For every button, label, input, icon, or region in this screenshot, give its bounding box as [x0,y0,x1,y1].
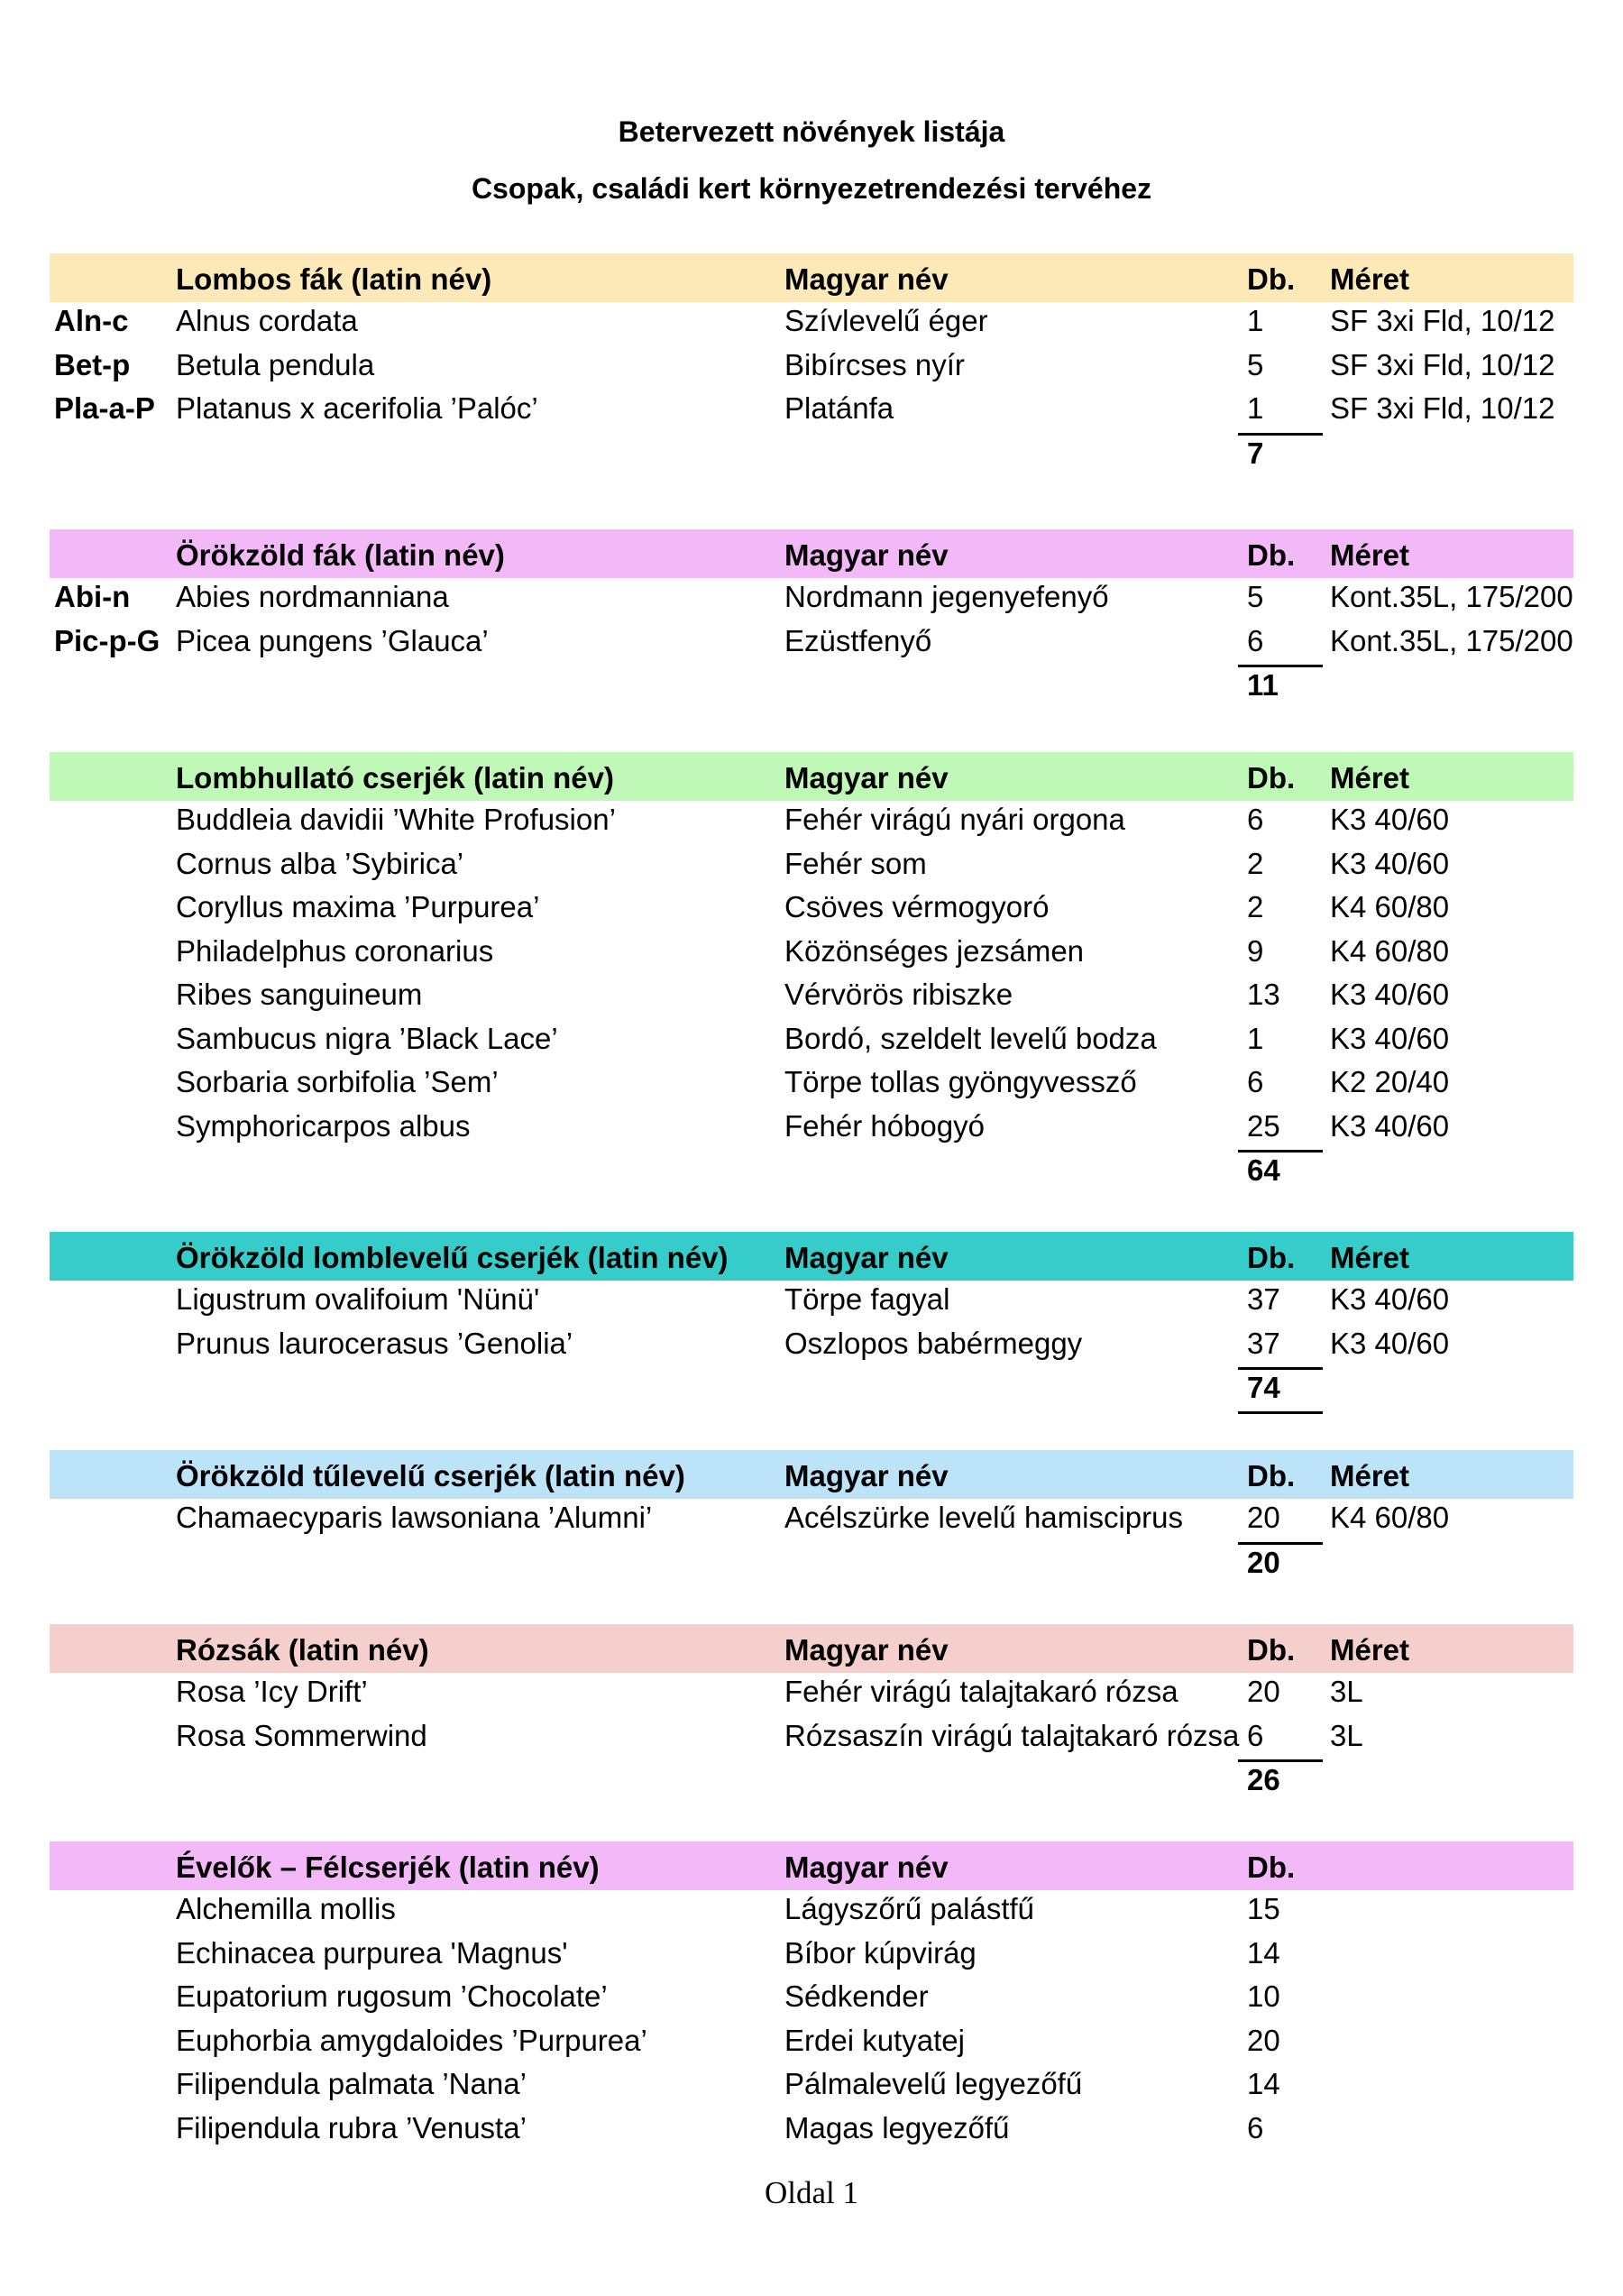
page-title: Betervezett növények listája [618,115,1005,148]
section-total: 26 [1247,1763,1280,1796]
section-total: 74 [1247,1371,1280,1404]
hungarian-name: Platánfa [784,391,894,425]
quantity: 13 [1247,978,1280,1011]
table-row [50,1673,1573,1717]
hungarian-name: Fehér som [784,846,927,880]
column-header-hungarian: Magyar név [784,761,949,794]
table-row [50,888,1573,932]
quantity: 14 [1247,2067,1280,2100]
table-row [50,801,1573,845]
table-row [50,346,1573,390]
hungarian-name: Rózsaszín virágú talajtakaró rózsa [784,1718,1240,1752]
plant-code: Pic-p-G [54,623,160,657]
page-subtitle: Csopak, családi kert környezetrendezési tervéhez [471,172,1152,205]
table-row [50,1325,1573,1369]
hungarian-name: Bíbor kúpvirág [784,1935,977,1970]
section-orokzold_lomblevelu [50,1232,1573,1404]
size: K2 20/40 [1330,1065,1450,1098]
latin-name: Echinacea purpurea 'Magnus' [176,1935,568,1970]
quantity: 9 [1247,933,1264,968]
column-header-hungarian: Magyar név [784,1633,949,1667]
quantity: 37 [1247,1282,1280,1316]
size: K3 40/60 [1330,978,1450,1011]
table-row [50,2109,1573,2154]
column-header-hungarian: Magyar név [784,1459,949,1492]
table-row [50,845,1573,889]
quantity: 2 [1247,846,1264,880]
column-header-size: Méret [1330,262,1410,296]
latin-name: Filipendula rubra ’Venusta’ [176,2110,527,2144]
section-evelok [50,1841,1573,2153]
latin-name: Rosa ’Icy Drift’ [176,1675,368,1708]
hungarian-name: Fehér virágú nyári orgona [784,803,1125,836]
total-divider [1238,665,1323,667]
section-title: Rózsák (latin név) [176,1633,429,1667]
column-header-db: Db. [1247,1241,1296,1274]
column-header-db: Db. [1247,1459,1296,1492]
plant-code: Abi-n [54,580,131,613]
size: 3L [1330,1675,1363,1708]
latin-name: Ligustrum ovalifoium 'Nünü' [176,1282,540,1316]
section-rozsak [50,1624,1573,1796]
latin-name: Betula pendula [176,347,375,381]
table-row [50,2022,1573,2066]
latin-name: Platanus x acerifolia ’Palóc’ [176,391,538,425]
section-title: Lombos fák (latin név) [176,262,492,296]
section-header [50,752,1573,801]
table-row [50,390,1573,434]
size: K3 40/60 [1330,1282,1450,1316]
quantity: 25 [1247,1108,1280,1143]
hungarian-name: Oszlopos babérmeggy [784,1326,1083,1360]
section-header [50,529,1573,578]
hungarian-name: Bordó, szeldelt levelű bodza [784,1021,1157,1055]
hungarian-name: Közönséges jezsámen [784,933,1085,968]
table-row [50,2065,1573,2109]
column-header-db: Db. [1247,1851,1296,1884]
section-title: Örökzöld fák (latin név) [176,538,505,572]
latin-name: Abies nordmanniana [176,580,449,613]
hungarian-name: Sédkender [784,1979,929,2013]
quantity: 2 [1247,890,1264,923]
quantity: 1 [1247,391,1264,425]
plant-code: Bet-p [54,347,131,381]
latin-name: Cornus alba ’Sybirica’ [176,846,464,880]
size: K3 40/60 [1330,803,1450,836]
hungarian-name: Törpe fagyal [784,1282,950,1316]
latin-name: Buddleia davidii ’White Profusion’ [176,803,616,836]
hungarian-name: Lágyszőrű palástfű [784,1892,1035,1925]
latin-name: Rosa Sommerwind [176,1718,427,1752]
hungarian-name: Fehér virágú talajtakaró rózsa [784,1675,1178,1708]
size: K3 40/60 [1330,1108,1450,1143]
table-row [50,1717,1573,1761]
size: K3 40/60 [1330,846,1450,880]
plant-code: Aln-c [54,304,129,337]
latin-name: Ribes sanguineum [176,978,423,1011]
hungarian-name: Nordmann jegenyefenyő [784,580,1109,613]
size: K4 60/80 [1330,890,1450,923]
column-header-db: Db. [1247,1633,1296,1667]
latin-name: Chamaecyparis lawsoniana ’Alumni’ [176,1501,653,1534]
total-divider [1238,1367,1323,1370]
latin-name: Euphorbia amygdaloides ’Purpurea’ [176,2023,647,2057]
column-header-db: Db. [1247,262,1296,296]
latin-name: Picea pungens ’Glauca’ [176,623,489,657]
quantity: 37 [1247,1326,1280,1360]
table-row [50,1499,1573,1543]
size: SF 3xi Fld, 10/12 [1330,347,1555,381]
latin-name: Sambucus nigra ’Black Lace’ [176,1021,558,1055]
table-row [50,1063,1573,1107]
hungarian-name: Magas legyezőfű [784,2110,1010,2144]
latin-name: Alchemilla mollis [176,1892,396,1925]
latin-name: Eupatorium rugosum ’Chocolate’ [176,1979,608,2013]
quantity: 1 [1247,304,1264,337]
table-row [50,1934,1573,1979]
page-footer: Oldal 1 [764,2175,858,2210]
table-row [50,578,1573,622]
hungarian-name: Szívlevelű éger [784,304,988,337]
section-lombos_fak [50,253,1573,470]
size: SF 3xi Fld, 10/12 [1330,391,1555,425]
column-header-db: Db. [1247,538,1296,572]
table-row [50,1281,1573,1325]
section-title: Lombhullató cserjék (latin név) [176,761,614,794]
table-row [50,932,1573,977]
latin-name: Coryllus maxima ’Purpurea’ [176,890,540,923]
total-divider [1238,433,1323,436]
size: K4 60/80 [1330,1501,1450,1534]
size: K4 60/80 [1330,933,1450,968]
column-header-hungarian: Magyar név [784,1241,949,1274]
latin-name: Sorbaria sorbifolia ’Sem’ [176,1065,499,1098]
size: Kont.35L, 175/200 [1330,580,1573,613]
size: SF 3xi Fld, 10/12 [1330,304,1555,337]
total-divider [1238,1542,1323,1545]
quantity: 14 [1247,1935,1280,1970]
table-row [50,1020,1573,1064]
table-row [50,622,1573,666]
column-header-db: Db. [1247,761,1296,794]
table-row [50,1107,1573,1152]
latin-name: Prunus laurocerasus ’Genolia’ [176,1326,573,1360]
hungarian-name: Bibírcses nyír [784,347,965,381]
section-header [50,1841,1573,1890]
table-row [50,1890,1573,1934]
section-total: 20 [1247,1545,1280,1579]
column-header-size: Méret [1330,1241,1410,1274]
size: K3 40/60 [1330,1021,1450,1055]
quantity: 6 [1247,1065,1264,1098]
section-total: 64 [1247,1153,1280,1187]
quantity: 6 [1247,2110,1264,2144]
section-title: Örökzöld tűlevelű cserjék (latin név) [176,1459,685,1492]
column-header-size: Méret [1330,1633,1410,1667]
latin-name: Philadelphus coronarius [176,933,494,968]
column-header-hungarian: Magyar név [784,262,949,296]
section-header [50,1232,1573,1281]
total-divider [1238,1150,1323,1153]
section-header [50,253,1573,302]
quantity: 6 [1247,1718,1264,1752]
column-header-hungarian: Magyar név [784,538,949,572]
quantity: 20 [1247,1501,1280,1534]
section-header [50,1450,1573,1499]
hungarian-name: Erdei kutyatej [784,2023,965,2057]
quantity: 6 [1247,803,1264,836]
quantity: 1 [1247,1021,1264,1055]
quantity: 5 [1247,347,1264,381]
quantity: 5 [1247,580,1264,613]
quantity: 6 [1247,623,1264,657]
size: Kont.35L, 175/200 [1330,623,1573,657]
size: 3L [1330,1718,1363,1752]
section-title: Évelők – Félcserjék (latin név) [176,1851,600,1884]
latin-name: Symphoricarpos albus [176,1108,471,1143]
section-total: 11 [1247,668,1279,702]
hungarian-name: Fehér hóbogyó [784,1108,985,1143]
table-row [50,1978,1573,2022]
table-row [50,976,1573,1020]
column-header-hungarian: Magyar név [784,1851,949,1884]
section-total: 7 [1247,436,1264,470]
section-header [50,1624,1573,1673]
section-orokzold_tulevelu [50,1450,1573,1579]
hungarian-name: Ezüstfenyő [784,623,932,657]
total-underline [1238,1411,1323,1414]
column-header-size: Méret [1330,1459,1410,1492]
section-title: Örökzöld lomblevelű cserjék (latin név) [176,1241,729,1274]
quantity: 15 [1247,1892,1280,1925]
quantity: 20 [1247,2023,1280,2057]
table-row [50,302,1573,346]
latin-name: Alnus cordata [176,304,358,337]
column-header-size: Méret [1330,538,1410,572]
hungarian-name: Acélszürke levelű hamisciprus [784,1501,1184,1534]
hungarian-name: Törpe tollas gyöngyvessző [784,1065,1137,1098]
latin-name: Filipendula palmata ’Nana’ [176,2067,527,2100]
section-orokzold_fak [50,529,1573,702]
quantity: 10 [1247,1979,1280,2013]
total-divider [1238,1759,1323,1762]
column-header-size: Méret [1330,761,1410,794]
hungarian-name: Csöves vérmogyoró [784,890,1050,923]
hungarian-name: Vérvörös ribiszke [784,978,1013,1011]
hungarian-name: Pálmalevelű legyezőfű [784,2067,1083,2100]
quantity: 20 [1247,1675,1280,1708]
size: K3 40/60 [1330,1326,1450,1360]
plant-code: Pla-a-P [54,391,155,425]
section-lombhullato_cserjek [50,752,1573,1187]
